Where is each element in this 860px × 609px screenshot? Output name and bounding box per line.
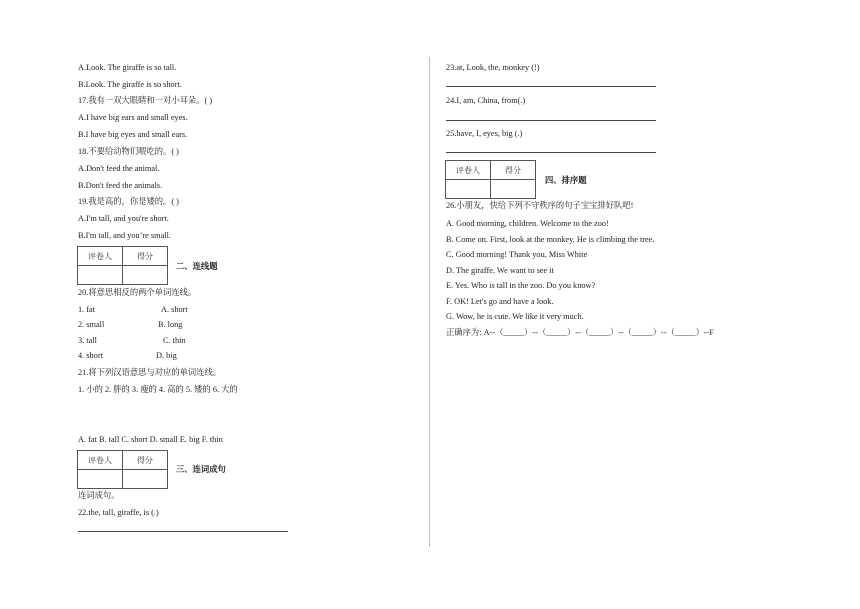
section-4-title: 四、排序题 [545,175,587,185]
q25-answer-line[interactable] [446,152,656,153]
q20-left-2: 2. small [78,320,105,329]
score-points-field[interactable] [491,180,536,199]
score-reviewer-field[interactable] [78,470,123,489]
q26-item-f: F. OK! Let's go and have a look. [446,297,554,306]
score-reviewer-field[interactable] [446,180,491,199]
score-box-section-4 [445,160,536,199]
score-box-section-3 [77,450,168,489]
q26-item-b: B. Come on. First, look at the monkey. He is climbing the tree. [446,235,655,244]
score-reviewer-label: 评卷人 [446,161,491,180]
q26-item-d: D. The giraffe. We want to see it [446,266,554,275]
q21-chinese-words: 1. 小的 2. 胖的 3. 瘦的 4. 高的 5. 矮的 6. 大的 [78,385,238,394]
q19-option-b: B.I'm tall, and you’re small. [78,231,171,240]
q20-question: 20.将意思相反的两个单词连线。 [78,288,197,297]
q17-option-b: B.I have big eyes and small ears. [78,130,188,139]
score-reviewer-label: 评卷人 [78,451,123,470]
q20-right-d: D. big [156,351,177,360]
score-box-section-2 [77,246,168,285]
q20-left-3: 3. tall [78,336,97,345]
q17-option-a: A.I have big ears and small eyes. [78,113,188,122]
q21-english-words: A. fat B. tall C. short D. small E. big F. thin [78,435,223,444]
score-points-label: 得分 [123,451,168,470]
score-reviewer-field[interactable] [78,266,123,285]
q16-option-a: A.Look. The giraffe is so tall. [78,63,177,72]
score-points-field[interactable] [123,470,168,489]
q26-item-e: E. Yes. Who is tall in the zoo. Do you know? [446,281,596,290]
q18-option-b: B.Don't feed the animals. [78,181,163,190]
q24-answer-line[interactable] [446,120,656,121]
q20-right-b: B. long [158,320,183,329]
q26-item-c: C. Good morning! Thank you, Miss White [446,250,588,259]
q20-left-4: 4. short [78,351,103,360]
q24-question: 24.I, am, China, from(.) [446,96,526,105]
score-points-field[interactable] [123,266,168,285]
q18-option-a: A.Don't feed the animal. [78,164,160,173]
section-2-title: 二、连线题 [176,261,218,271]
q26-answer-order[interactable]: 正确序为: A--（_____）--（_____）--（_____）--（_____）--（_____）--F [446,328,715,337]
column-divider [429,57,430,547]
q26-item-a: A. Good morning, children. Welcome to the zoo! [446,219,609,228]
score-reviewer-label: 评卷人 [78,247,123,266]
q23-question: 23.at, Look, the, monkey (!) [446,63,540,72]
section-3-instruction: 连词成句。 [78,491,120,500]
q18-question: 18.不要给动物们喂吃的。( ) [78,147,179,156]
score-points-label: 得分 [123,247,168,266]
q25-question: 25.have, I, eyes, big (.) [446,129,523,138]
q23-answer-line[interactable] [446,86,656,87]
q20-right-a: A. short [161,305,188,314]
q22-question: 22.the, tall, giraffe, is (.) [78,508,159,517]
section-3-title: 三、连词成句 [176,464,226,474]
q16-option-b: B.Look. The giraffe is so short. [78,80,182,89]
q20-right-c: C. thin [163,336,186,345]
q22-answer-line[interactable] [78,531,288,532]
q21-question: 21.将下列汉语意思与对应的单词连线。 [78,368,222,377]
q19-option-a: A.I'm tall, and you're short. [78,214,169,223]
q20-left-1: 1. fat [78,305,96,314]
q26-item-g: G. Wow, he is cute. We like it very much. [446,312,584,321]
q19-question: 19.我是高的，你是矮的。( ) [78,197,179,206]
q17-question: 17.我有一双大眼睛和一对小耳朵。( ) [78,96,213,105]
score-points-label: 得分 [491,161,536,180]
q26-question: 26.小朋友，快给下列不守秩序的句子宝宝排好队吧! [446,201,634,210]
